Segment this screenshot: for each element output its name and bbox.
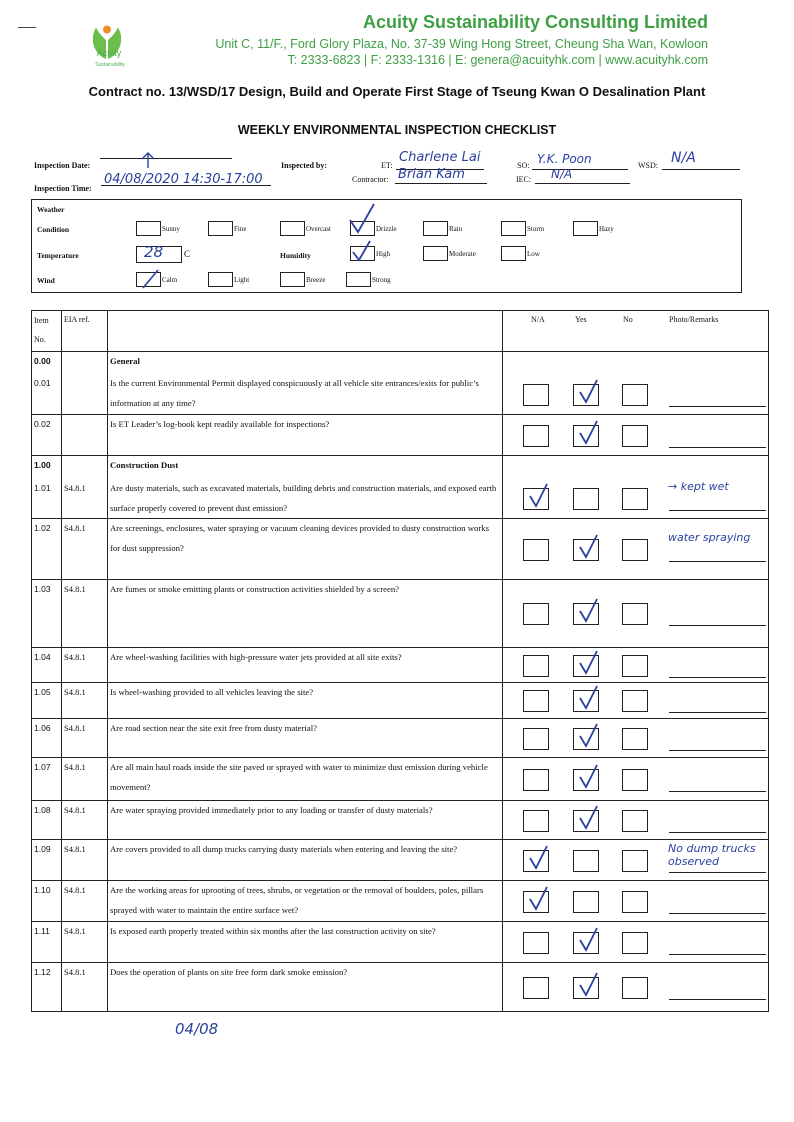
item-number: 1.06 [34,723,51,733]
temperature-unit: C [184,249,191,259]
item-number: 1.12 [34,967,51,977]
question-text: Is wheel-washing provided to all vehicles leaving the site? [110,687,314,697]
wind-strong-checkbox[interactable] [346,272,371,287]
no-checkbox[interactable] [622,932,648,954]
question-text: Are all main haul roads inside the site paved or sprayed with water to minimize dust emission during vehicle movement? [110,762,488,792]
logo-text: Acuity [96,48,122,58]
remarks-line [669,872,766,873]
remarks-line [669,625,766,626]
question-text: Are wheel-washing facilities with high-pressure water jets provided at all site exits? [110,652,402,662]
condition-rain-label: Rain [449,225,463,233]
eia-ref: S4.8.1 [64,926,86,936]
item-number: 1.03 [34,584,51,594]
check-mark-icon [575,419,601,445]
header-eia-ref: EIA ref. [64,315,90,324]
item-number: 1.08 [34,805,51,815]
humidity-moderate-checkbox[interactable] [423,246,448,261]
na-checkbox[interactable] [523,932,549,954]
question-text: Is exposed earth properly treated within six months after the last construction activity on site? [110,926,436,936]
header-na: N/A [531,315,545,324]
so-line [532,169,628,170]
question-text: Are the working areas for uprooting of trees, shrubs, or vegetation or the removal of boulders, poles, pillars sprayed with water to maintain the entire surface wet? [110,885,484,915]
header-no: No [623,315,633,324]
form-title: WEEKLY ENVIRONMENTAL INSPECTION CHECKLIST [237,123,557,137]
company-name: Acuity Sustainability Consulting Limited [362,12,708,32]
na-checkbox[interactable] [523,603,549,625]
logo-subtext: Sustainability [95,62,125,68]
check-mark-icon [575,971,601,997]
eia-ref: S4.8.1 [64,523,86,533]
weather-panel [31,199,742,293]
humidity-moderate-label: Moderate [449,250,476,258]
inspected-by-label: Inspected by: [281,161,328,170]
remark-handwriting: → kept wet [668,480,729,493]
iec-line [535,183,630,184]
yes-checkbox[interactable] [573,850,599,872]
condition-sunny-label: Sunny [162,225,180,233]
condition-label: Condition [37,225,70,234]
eia-ref: S4.8.1 [64,687,86,697]
humidity-high-label: High [376,250,390,258]
col-divider-eia [107,311,108,1011]
remark-handwriting: No dump trucks observed [668,842,756,868]
check-mark-icon [525,844,551,870]
remarks-line [669,832,766,833]
yes-checkbox[interactable] [573,891,599,913]
na-checkbox[interactable] [523,539,549,561]
header-photo-remarks: Photo/Remarks [669,315,719,324]
item-number: 0.01 [34,378,51,388]
wsd-line [662,169,740,170]
so-label: SO: [517,161,530,170]
ditto-arrow-icon [138,150,158,170]
na-checkbox[interactable] [523,425,549,447]
question-text: Are road section near the site exit free from dusty material? [110,723,317,733]
na-checkbox[interactable] [523,977,549,999]
yes-checkbox[interactable] [573,488,599,510]
item-number: 0.00 [34,356,51,366]
na-checkbox[interactable] [523,655,549,677]
remarks-line [669,750,766,751]
question-text: Is ET Leader’s log-book kept readily available for inspections? [110,419,330,429]
item-number: 1.05 [34,687,51,697]
na-checkbox[interactable] [523,690,549,712]
wind-breeze-checkbox[interactable] [280,272,305,287]
item-number: 1.07 [34,762,51,772]
condition-drizzle-label: Drizzle [376,225,397,233]
eia-ref: S4.8.1 [64,652,86,662]
header-yes: Yes [575,315,587,324]
wsd-label: WSD: [638,161,658,170]
remarks-line [669,791,766,792]
no-checkbox[interactable] [622,891,648,913]
check-mark-icon [575,684,601,710]
so-value: Y.K. Poon [537,152,592,166]
wind-strong-label: Strong [372,276,391,284]
inspection-date-line [100,158,232,159]
col-divider-item [61,311,62,1011]
eia-ref: S4.8.1 [64,805,86,815]
wsd-value: N/A [671,150,696,166]
na-checkbox[interactable] [523,728,549,750]
condition-storm-checkbox[interactable] [501,221,526,236]
item-number: 1.00 [34,460,51,470]
remarks-line [669,561,766,562]
condition-hazy-label: Hazy [599,225,614,233]
no-checkbox[interactable] [622,769,648,791]
item-number: 0.02 [34,419,51,429]
no-checkbox[interactable] [622,488,648,510]
margin-dash [18,27,36,28]
wind-calm-label: Calm [162,276,178,284]
check-mark-icon [575,533,601,559]
iec-value: N/A [551,167,573,181]
remarks-line [669,954,766,955]
check-mark-icon [575,722,601,748]
remarks-line [669,913,766,914]
humidity-low-checkbox[interactable] [501,246,526,261]
condition-overcast-label: Overcast [306,225,331,233]
temperature-label: Temperature [37,251,79,260]
question-text: Are covers provided to all dump trucks carrying dusty materials when entering and leaving the site? [110,844,458,854]
company-address: Unit C, 11/F., Ford Glory Plaza, No. 37-39 Wing Hong Street, Cheung Sha Wan, Kowloon [215,37,708,51]
no-checkbox[interactable] [622,690,648,712]
col-divider-question [502,311,503,1011]
no-checkbox[interactable] [622,977,648,999]
check-mark-icon [575,804,601,830]
item-number: 1.11 [34,926,50,936]
wind-light-label: Light [234,276,250,284]
question-text: Are water spraying provided immediately prior to any loading or transfer of dusty materials? [110,805,433,815]
contractor-label: Contractor: [352,175,389,184]
check-mark-icon [575,926,601,952]
no-checkbox[interactable] [622,655,648,677]
condition-storm-label: Storm [527,225,545,233]
no-checkbox[interactable] [622,728,648,750]
check-mark-icon [525,885,551,911]
weather-title: Weather [37,205,65,214]
wind-calm-check-icon [140,268,162,290]
question-text: Are fumes or smoke emitting plants or construction activities shielded by a screen? [110,584,400,594]
no-checkbox[interactable] [622,384,648,406]
na-checkbox[interactable] [523,810,549,832]
question-text: Does the operation of plants on site free form dark smoke emission? [110,967,348,977]
no-checkbox[interactable] [622,850,648,872]
wind-light-checkbox[interactable] [208,272,233,287]
contractor-line [395,183,487,184]
no-checkbox[interactable] [622,810,648,832]
check-mark-icon [525,482,551,508]
header-item: Item [34,316,49,325]
question-text: Are screenings, enclosures, water spraying or vacuum cleaning devices provided to dusty construction works for dust suppression? [110,523,490,553]
eia-ref: S4.8.1 [64,885,86,895]
inspection-date-label: Inspection Date: [34,161,91,170]
check-mark-icon [575,378,601,404]
remarks-line [669,510,766,511]
contractor-value: Brian Kam [398,167,465,182]
item-number: 1.01 [34,483,51,493]
no-checkbox[interactable] [622,539,648,561]
condition-overcast-checkbox[interactable] [280,221,305,236]
remarks-line [669,999,766,1000]
section-title: General [110,356,140,366]
humidity-check-icon [350,240,374,262]
eia-ref: S4.8.1 [64,967,86,977]
na-checkbox[interactable] [523,384,549,406]
et-value: Charlene Lai [399,150,481,165]
eia-ref: S4.8.1 [64,844,86,854]
item-number: 1.04 [34,652,51,662]
wind-label: Wind [37,276,55,285]
check-mark-icon [575,649,601,675]
item-number: 1.09 [34,844,51,854]
check-mark-icon [575,597,601,623]
remarks-line [669,677,766,678]
eia-ref: S4.8.1 [64,584,86,594]
drizzle-check-icon [346,202,378,234]
inspection-time-value: 04/08/2020 14:30-17:00 [104,172,263,187]
no-checkbox[interactable] [622,603,648,625]
condition-rain-checkbox[interactable] [423,221,448,236]
item-number: 1.10 [34,885,51,895]
temperature-value: 28 [144,243,164,261]
item-number: 1.02 [34,523,51,533]
condition-fine-checkbox[interactable] [208,221,233,236]
remark-handwriting: water spraying [668,531,751,544]
eia-ref: S4.8.1 [64,762,86,772]
condition-sunny-checkbox[interactable] [136,221,161,236]
checklist-table [31,310,769,1012]
wind-breeze-label: Breeze [306,276,326,284]
remarks-line [669,447,766,448]
condition-fine-label: Fine [234,225,247,233]
inspection-time-label: Inspection Time: [34,184,92,193]
iec-label: IEC: [516,175,532,184]
company-contact: T: 2333-6823 | F: 2333-1316 | E: genera@acuityhk.com | www.acuityhk.com [287,53,708,67]
no-checkbox[interactable] [622,425,648,447]
footer-handwritten-date: 04/08 [175,1020,219,1038]
humidity-low-label: Low [527,250,540,258]
condition-hazy-checkbox[interactable] [573,221,598,236]
check-mark-icon [575,763,601,789]
contract-line: Contract no. 13/WSD/17 Design, Build and Operate First Stage of Tseung Kwan O Desalination Plant [88,84,706,99]
eia-ref: S4.8.1 [64,723,86,733]
humidity-label: Humidity [280,251,311,260]
eia-ref: S4.8.1 [64,483,86,493]
question-text: Are dusty materials, such as excavated materials, building debris and construction materials, and exposed earth surface properly covered to prevent dust emission? [110,483,497,513]
na-checkbox[interactable] [523,769,549,791]
question-text: Is the current Environmental Permit displayed conspicuously at all vehicle site entrances/exits for public’s information at any time? [110,378,479,408]
et-label: ET: [381,161,393,170]
remarks-line [669,712,766,713]
section-title: Construction Dust [110,460,179,470]
remarks-line [669,406,766,407]
header-item-no: No. [34,335,46,344]
